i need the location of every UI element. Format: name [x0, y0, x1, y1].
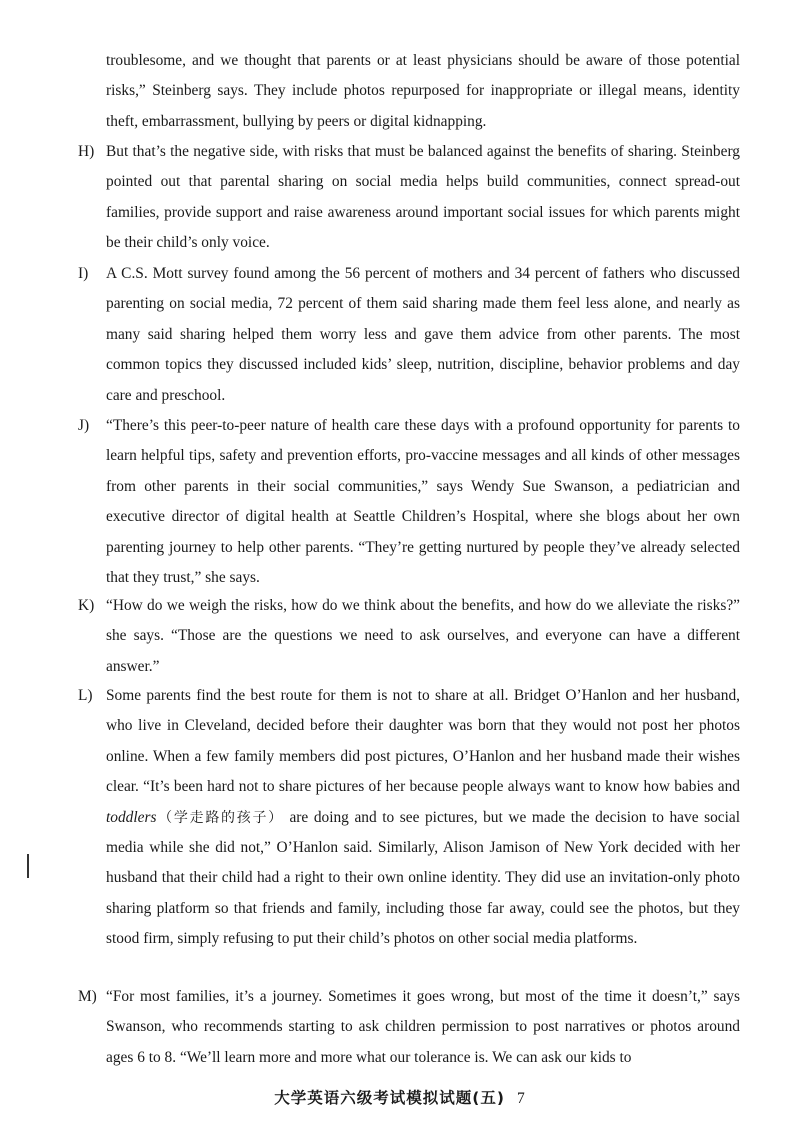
- paragraph-text: “There’s this peer-to-peer nature of health care these days with a profound opportunity for parents to learn helpful tips, safety and prevention efforts, pro-vaccine messages and all kinds of other messages from other parents in their social communities,” says Wendy Sue Swanson, a pediatrician and executive director of digital health at Seattle Children’s Hospital, where she blogs about her own parenting journey to help other parents. “They’re getting nurtured by people they’ve already selected that they trust,” she says.: [106, 417, 740, 587]
- paragraph-text: [78, 681, 740, 955]
- paragraph-l: [78, 681, 740, 955]
- paragraph-text: “How do we weigh the risks, how do we think about the benefits, and how do we alleviate the risks?” she says. “Those are the questions we need to ask ourselves, and everyone can have a different answer.”: [106, 597, 740, 675]
- footer-title: 大学英语六级考试模拟试题(五): [274, 1089, 505, 1107]
- paragraph-text: But that’s the negative side, with risks that must be balanced against the benefits of sharing. Steinberg pointed out that parental sharing on social media helps build communities, connect spread-out families, provide support and raise awareness around important social issues for which parents might be their child’s only voice.: [106, 143, 740, 252]
- italic-term: toddlers: [106, 808, 157, 826]
- paragraph-text-before: Some parents find the best route for them is not to share at all. Bridget O’Hanlon and her husband, who live in Cleveland, decided before their daughter was born that they would not post her photos online. When a few family members did post pictures, O’Hanlon and her husband made their wishes clear. “It’s been hard not to share pictures of her because people always want to know how babies and: [106, 687, 740, 796]
- paragraph-text: troublesome, and we thought that parents or at least physicians should be aware of those potential risks,” Steinberg says. They include photos repurposed for inappropriate or illegal means, identity theft, embarrassment, bullying by peers or digital kidnapping.: [106, 52, 740, 130]
- paragraph-label: J): [78, 417, 90, 434]
- paragraph-j: [78, 411, 740, 593]
- paragraph-label: K): [78, 597, 95, 614]
- paragraph-label: M): [78, 988, 97, 1005]
- paragraph-label: I): [78, 265, 89, 282]
- chinese-gloss: （学走路的孩子）: [156, 809, 284, 826]
- paragraph-g-continued: [78, 46, 740, 137]
- page-footer: [0, 1086, 800, 1108]
- paragraph-text: A C.S. Mott survey found among the 56 percent of mothers and 34 percent of fathers who discussed parenting on social media, 72 percent of them said sharing made them feel less alone, and nearly as many said sharing helped them worry less and gave them advice from other parents. The most common topics they discussed included kids’ sleep, nutrition, discipline, behavior problems and day care and preschool.: [106, 265, 740, 404]
- paragraph-text-after: are doing and to see pictures, but we made the decision to have social media while she did not,” O’Hanlon said. Similarly, Alison Jamison of New York decided with her husband that their child had a right to their own online identity. They did use an invitation-only photo sharing platform so that friends and family, including those far away, could see the photos, but they stood firm, simply refusing to put their child’s photos on other social media platforms.: [106, 808, 741, 948]
- margin-mark: [27, 854, 29, 878]
- paragraph-label: H): [78, 143, 95, 160]
- paragraph-m: [78, 982, 740, 1073]
- paragraph-label: L): [78, 687, 93, 704]
- paragraph-text: “For most families, it’s a journey. Sometimes it goes wrong, but most of the time it doesn’t,” says Swanson, who recommends starting to ask children permission to post narratives or photos around ages 6 to 8. “We’ll learn more and more what our tolerance is. We can ask our kids to: [106, 988, 740, 1066]
- paragraph-i: [78, 259, 740, 411]
- paragraph-k: [78, 591, 740, 682]
- paragraph-h: [78, 137, 740, 259]
- page-number: 7: [516, 1090, 526, 1107]
